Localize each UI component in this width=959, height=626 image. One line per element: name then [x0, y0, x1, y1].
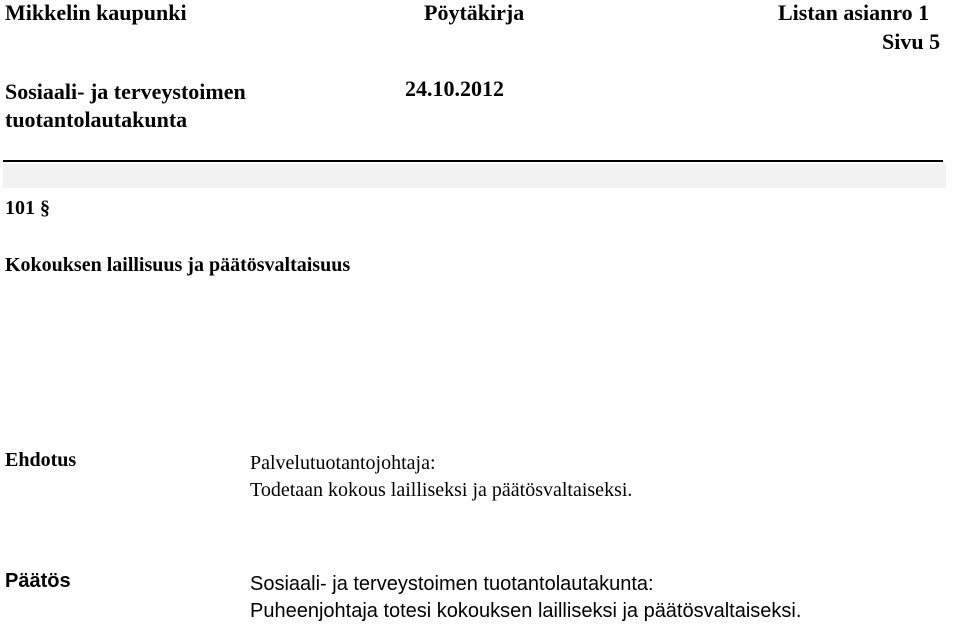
header-band — [3, 164, 946, 188]
proposal-text — [250, 450, 632, 504]
organization-name: Mikkelin kaupunki — [5, 0, 187, 25]
page-number: Sivu 5 — [882, 29, 941, 54]
decision-line1: Sosiaali- ja terveystoimen tuotantolautakunta: — [250, 573, 654, 595]
header-divider — [3, 160, 943, 162]
decision-text — [250, 571, 801, 625]
proposal-line2: Todetaan kokous lailliseksi ja päätösvaltaiseksi. — [250, 479, 633, 501]
meeting-date: 24.10.2012 — [405, 76, 504, 101]
section-number: 101 § — [5, 197, 50, 219]
decision-line2: Puheenjohtaja totesi kokouksen lailliseksi ja päätösvaltaiseksi. — [250, 600, 802, 622]
document-type: Pöytäkirja — [424, 0, 525, 25]
committee-name-line1: Sosiaali- ja terveystoimen — [5, 79, 246, 104]
decision-label: Päätös — [5, 570, 71, 592]
committee-name-line2: tuotantolautakunta — [5, 107, 188, 132]
proposal-line1: Palvelutuotantojohtaja: — [250, 452, 436, 474]
committee-name — [5, 78, 246, 134]
item-title: Kokouksen laillisuus ja päätösvaltaisuus — [5, 254, 351, 276]
list-item-number: Listan asianro 1 — [778, 0, 930, 25]
proposal-label: Ehdotus — [5, 449, 77, 471]
